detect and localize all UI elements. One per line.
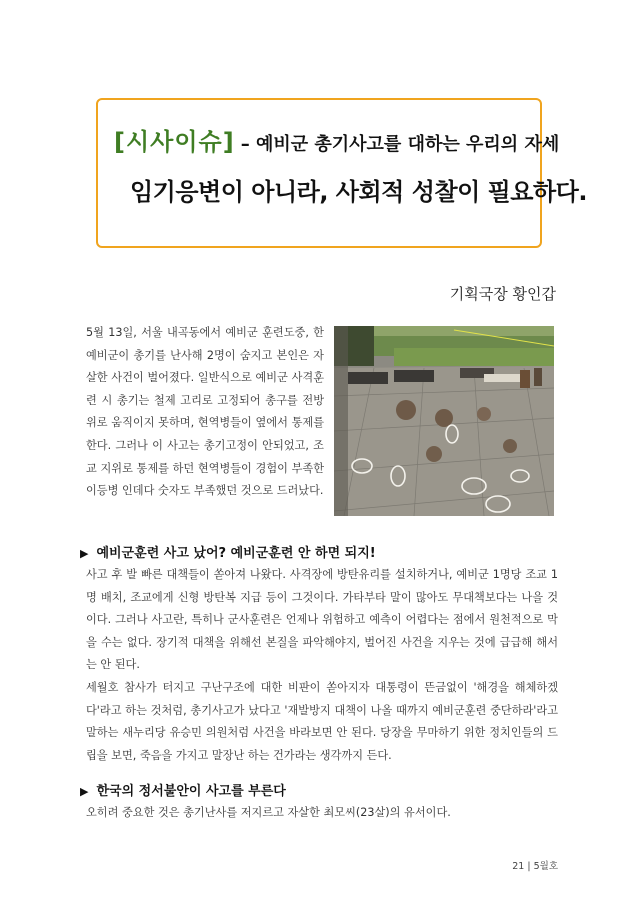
section-body-1 bbox=[86, 564, 558, 767]
section-heading-text: 한국의 정서불안이 사고를 부른다 bbox=[96, 784, 286, 799]
intro-paragraph: 5월 13일, 서울 내곡동에서 예비군 훈련도중, 한 예비군이 총기를 난사해 2명이 숨지고 본인은 자살한 사건이 벌어졌다. 일반식으로 예비군 사격훈련 시 총기는 철제 고리로 고정되어 총구를 전방 위로 움직이지 못하며, 현역병들이 옆에서 통제를 한다. 그러나 이 사고는 총기고정이 안되었고, 조교 지위로 통제를 하던 현역병들이 경험이 부족한 이등병 인데다 숫자도 부족했던 것으로 드러났다. bbox=[86, 326, 324, 498]
shooting-range-photo bbox=[334, 326, 554, 516]
issue-subtitle: – 예비군 총기사고를 대하는 우리의 자세 bbox=[240, 134, 560, 155]
right-triangle-icon: ▶ bbox=[80, 547, 89, 560]
page-footer: 21 | 5월호 bbox=[512, 861, 558, 872]
issue-tag: [시사이슈] bbox=[114, 128, 235, 156]
paragraph: 세월호 참사가 터지고 구난구조에 대한 비판이 쏟아지자 대통령이 뜬금없이 '해경을 해체하겠다'라고 하는 것처럼, 총기사고가 났다고 '재발방지 대책이 나올 때까지 예비군훈련 중단하라'라고 말하는 새누리당 유승민 의원처럼 사건을 바라보면 안 된다. 당장을 무마하기 위한 정치인들의 드립을 보면, 죽음을 가지고 말장난 하는 건가라는 생각까지 든다. bbox=[86, 680, 558, 762]
issue-header bbox=[114, 122, 559, 157]
section-body-2 bbox=[86, 802, 558, 825]
right-triangle-icon: ▶ bbox=[80, 785, 89, 798]
author-byline: 기획국장 황인갑 bbox=[449, 285, 556, 303]
title-box bbox=[96, 98, 587, 248]
section-heading-1 bbox=[80, 542, 376, 561]
headline: 임기응변이 아니라, 사회적 성찰이 필요하다. bbox=[130, 178, 587, 206]
section-heading-2 bbox=[80, 780, 286, 799]
section-heading-text: 예비군훈련 사고 났어? 예비군훈련 안 하면 되지! bbox=[96, 546, 376, 561]
paragraph: 오히려 중요한 것은 총기난사를 저지르고 자살한 최모씨(23살)의 유서이다. bbox=[86, 806, 451, 819]
paragraph: 사고 후 발 빠른 대책들이 쏟아져 나왔다. 사격장에 방탄유리를 설치하거나, 예비군 1명당 조교 1명 배치, 조교에게 신형 방탄복 지급 등이 그것이다. 가타부타 말이 많아도 무대책보다는 나을 것이다. 그러나 사고란, 특히나 군사훈련은 언제나 위험하고 예측이 어렵다는 점에서 원천적으로 막을 수는 없다. 장기적 대책을 위해선 본질을 파악해야지, 벌어진 사건을 지우는 것에 급급해 해서는 안 된다. bbox=[86, 568, 558, 672]
